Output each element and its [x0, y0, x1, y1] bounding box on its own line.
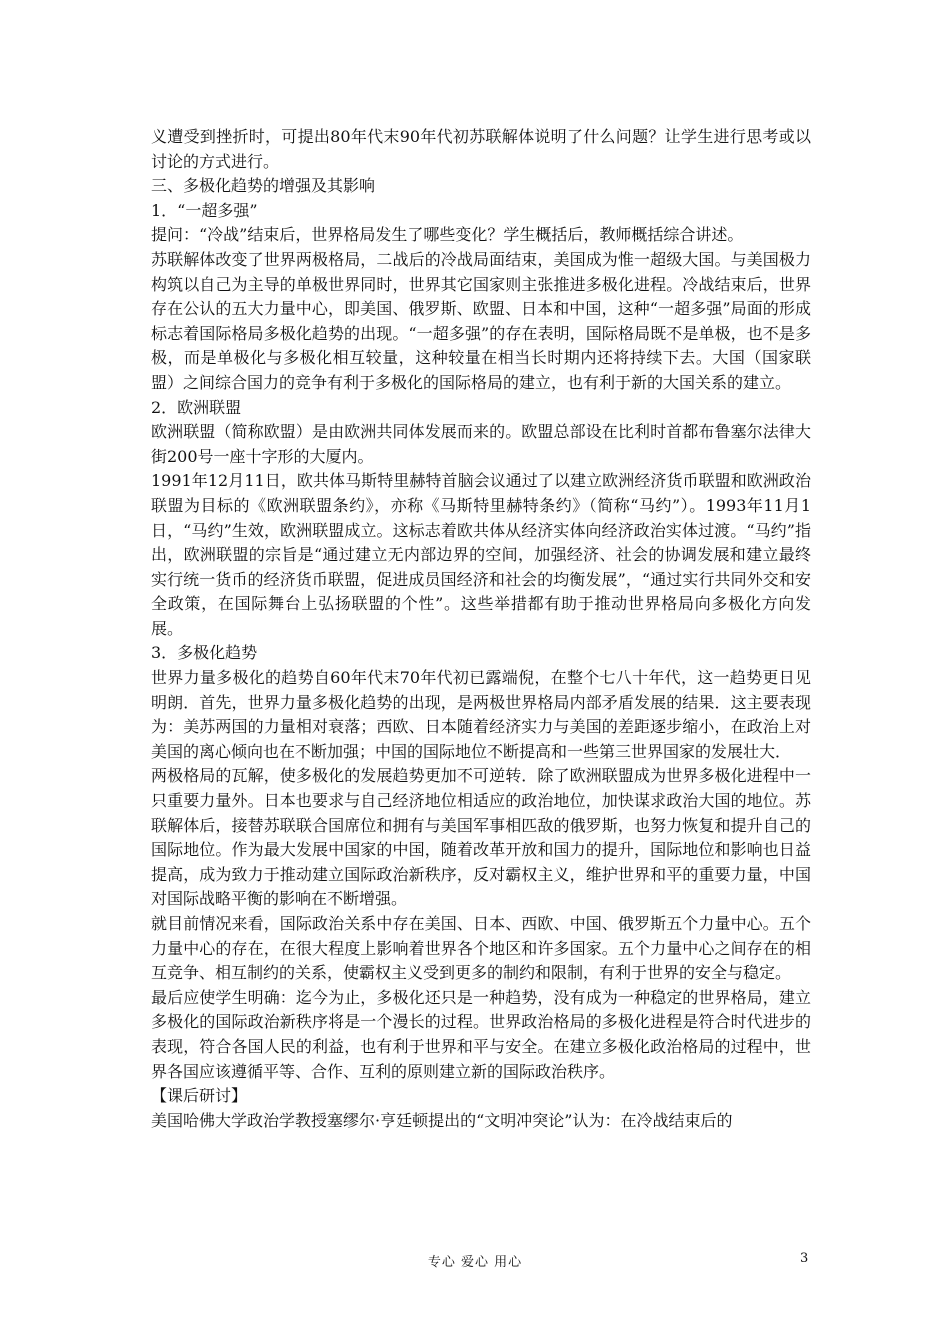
paragraph: 义遭受到挫折时，可提出80年代末90年代初苏联解体说明了什么问题？让学生进行思考或以讨论的方式进行。: [151, 127, 811, 171]
paragraph: 两极格局的瓦解，使多极化的发展趋势更加不可逆转．除了欧洲联盟成为世界多极化进程中一只重要力量外。日本也要求与自己经济地位相适应的政治地位，加快谋求政治大国的地位。苏联解体后，接替苏联联合国席位和拥有与美国军事相匹敌的俄罗斯，也努力恢复和提升自己的国际地位。作为最大发展中国家的中国，随着改革开放和国力的提升，国际地位和影响也日益提高，成为致力于推动建立国际政治新秩序，反对霸权主义，维护世界和平的重要力量，中国对国际战略平衡的影响在不断增强。: [151, 766, 811, 909]
section-heading: 【课后研讨】: [151, 1086, 248, 1106]
page-body: [151, 125, 811, 1133]
paragraph: 美国哈佛大学政治学教授塞缪尔·亨廷顿提出的“文明冲突论”认为：在冷战结束后的: [151, 1110, 733, 1130]
footer-motto: 专心 爱心 用心: [427, 1255, 523, 1270]
section-heading: 三、多极化趋势的增强及其影响: [151, 176, 376, 196]
paragraph: 苏联解体改变了世界两极格局，二战后的冷战局面结束，美国成为惟一超级大国。与美国极力构筑以自己为主导的单极世界同时，世界其它国家则主张推进多极化进程。冷战结束后，世界存在公认的五大力量中心，即美国、俄罗斯、欧盟、日本和中国，这种“一超多强”局面的形成标志着国际格局多极化趋势的出现。“一超多强”的存在表明，国际格局既不是单极，也不是多极，而是单极化与多极化相互较量，这种较量在相当长时期内还将持续下去。大国（国家联盟）之间综合国力的竞争有利于多极化的国际格局的建立，也有利于新的大国关系的建立。: [151, 249, 811, 392]
paragraph: 欧洲联盟（简称欧盟）是由欧洲共同体发展而来的。欧盟总部设在比利时首都布鲁塞尔法律大街200号一座十字形的大厦内。: [151, 422, 811, 466]
paragraph: 1991年12月11日，欧共体马斯特里赫特首脑会议通过了以建立欧洲经济货币联盟和欧洲政治联盟为目标的《欧洲联盟条约》，亦称《马斯特里赫特条约》（简称“马约”）。1993年11月1日，“马约”生效，欧洲联盟成立。这标志着欧共体从经济实体向经济政治实体过渡。“马约”指出，欧洲联盟的宗旨是“通过建立无内部边界的空间，加强经济、社会的协调发展和建立最终实行统一货币的经济货币联盟，促进成员国经济和社会的均衡发展”，“通过实行共同外交和安全政策，在国际舞台上弘扬联盟的个性”。这些举措都有助于推动世界格局向多极化方向发展。: [151, 471, 811, 638]
subsection-heading: 2．欧洲联盟: [151, 397, 242, 417]
paragraph: 就目前情况来看，国际政治关系中存在美国、日本、西欧、中国、俄罗斯五个力量中心。五个力量中心的存在，在很大程度上影响着世界各个地区和许多国家。五个力量中心之间存在的相互竞争、相互制约的关系，使霸权主义受到更多的制约和限制，有利于世界的安全与稳定。: [151, 914, 811, 983]
paragraph: 提问：“冷战”结束后，世界格局发生了哪些变化？学生概括后，教师概括综合讲述。: [151, 225, 744, 245]
paragraph: 世界力量多极化的趋势自60年代末70年代初已露端倪，在整个七八十年代，这一趋势更日见明朗．首先，世界力量多极化趋势的出现，是两极世界格局内部矛盾发展的结果．这主要表现为：美苏两国的力量相对衰落；西欧、日本随着经济实力与美国的差距逐步缩小，在政治上对美国的离心倾向也在不断加强；中国的国际地位不断提高和一些第三世界国家的发展壮大．: [151, 668, 811, 761]
paragraph: 最后应使学生明确：迄今为止，多极化还只是一种趋势，没有成为一种稳定的世界格局，建立多极化的国际政治新秩序将是一个漫长的过程。世界政治格局的多极化进程是符合时代进步的表现，符合各国人民的利益，也有利于世界和平与安全。在建立多极化政治格局的过程中，世界各国应该遵循平等、合作、互利的原则建立新的国际政治秩序。: [151, 987, 811, 1081]
subsection-heading: 3．多极化趋势: [151, 643, 258, 663]
subsection-heading: 1．“一超多强”: [151, 200, 258, 220]
page-number: 3: [800, 1251, 809, 1266]
